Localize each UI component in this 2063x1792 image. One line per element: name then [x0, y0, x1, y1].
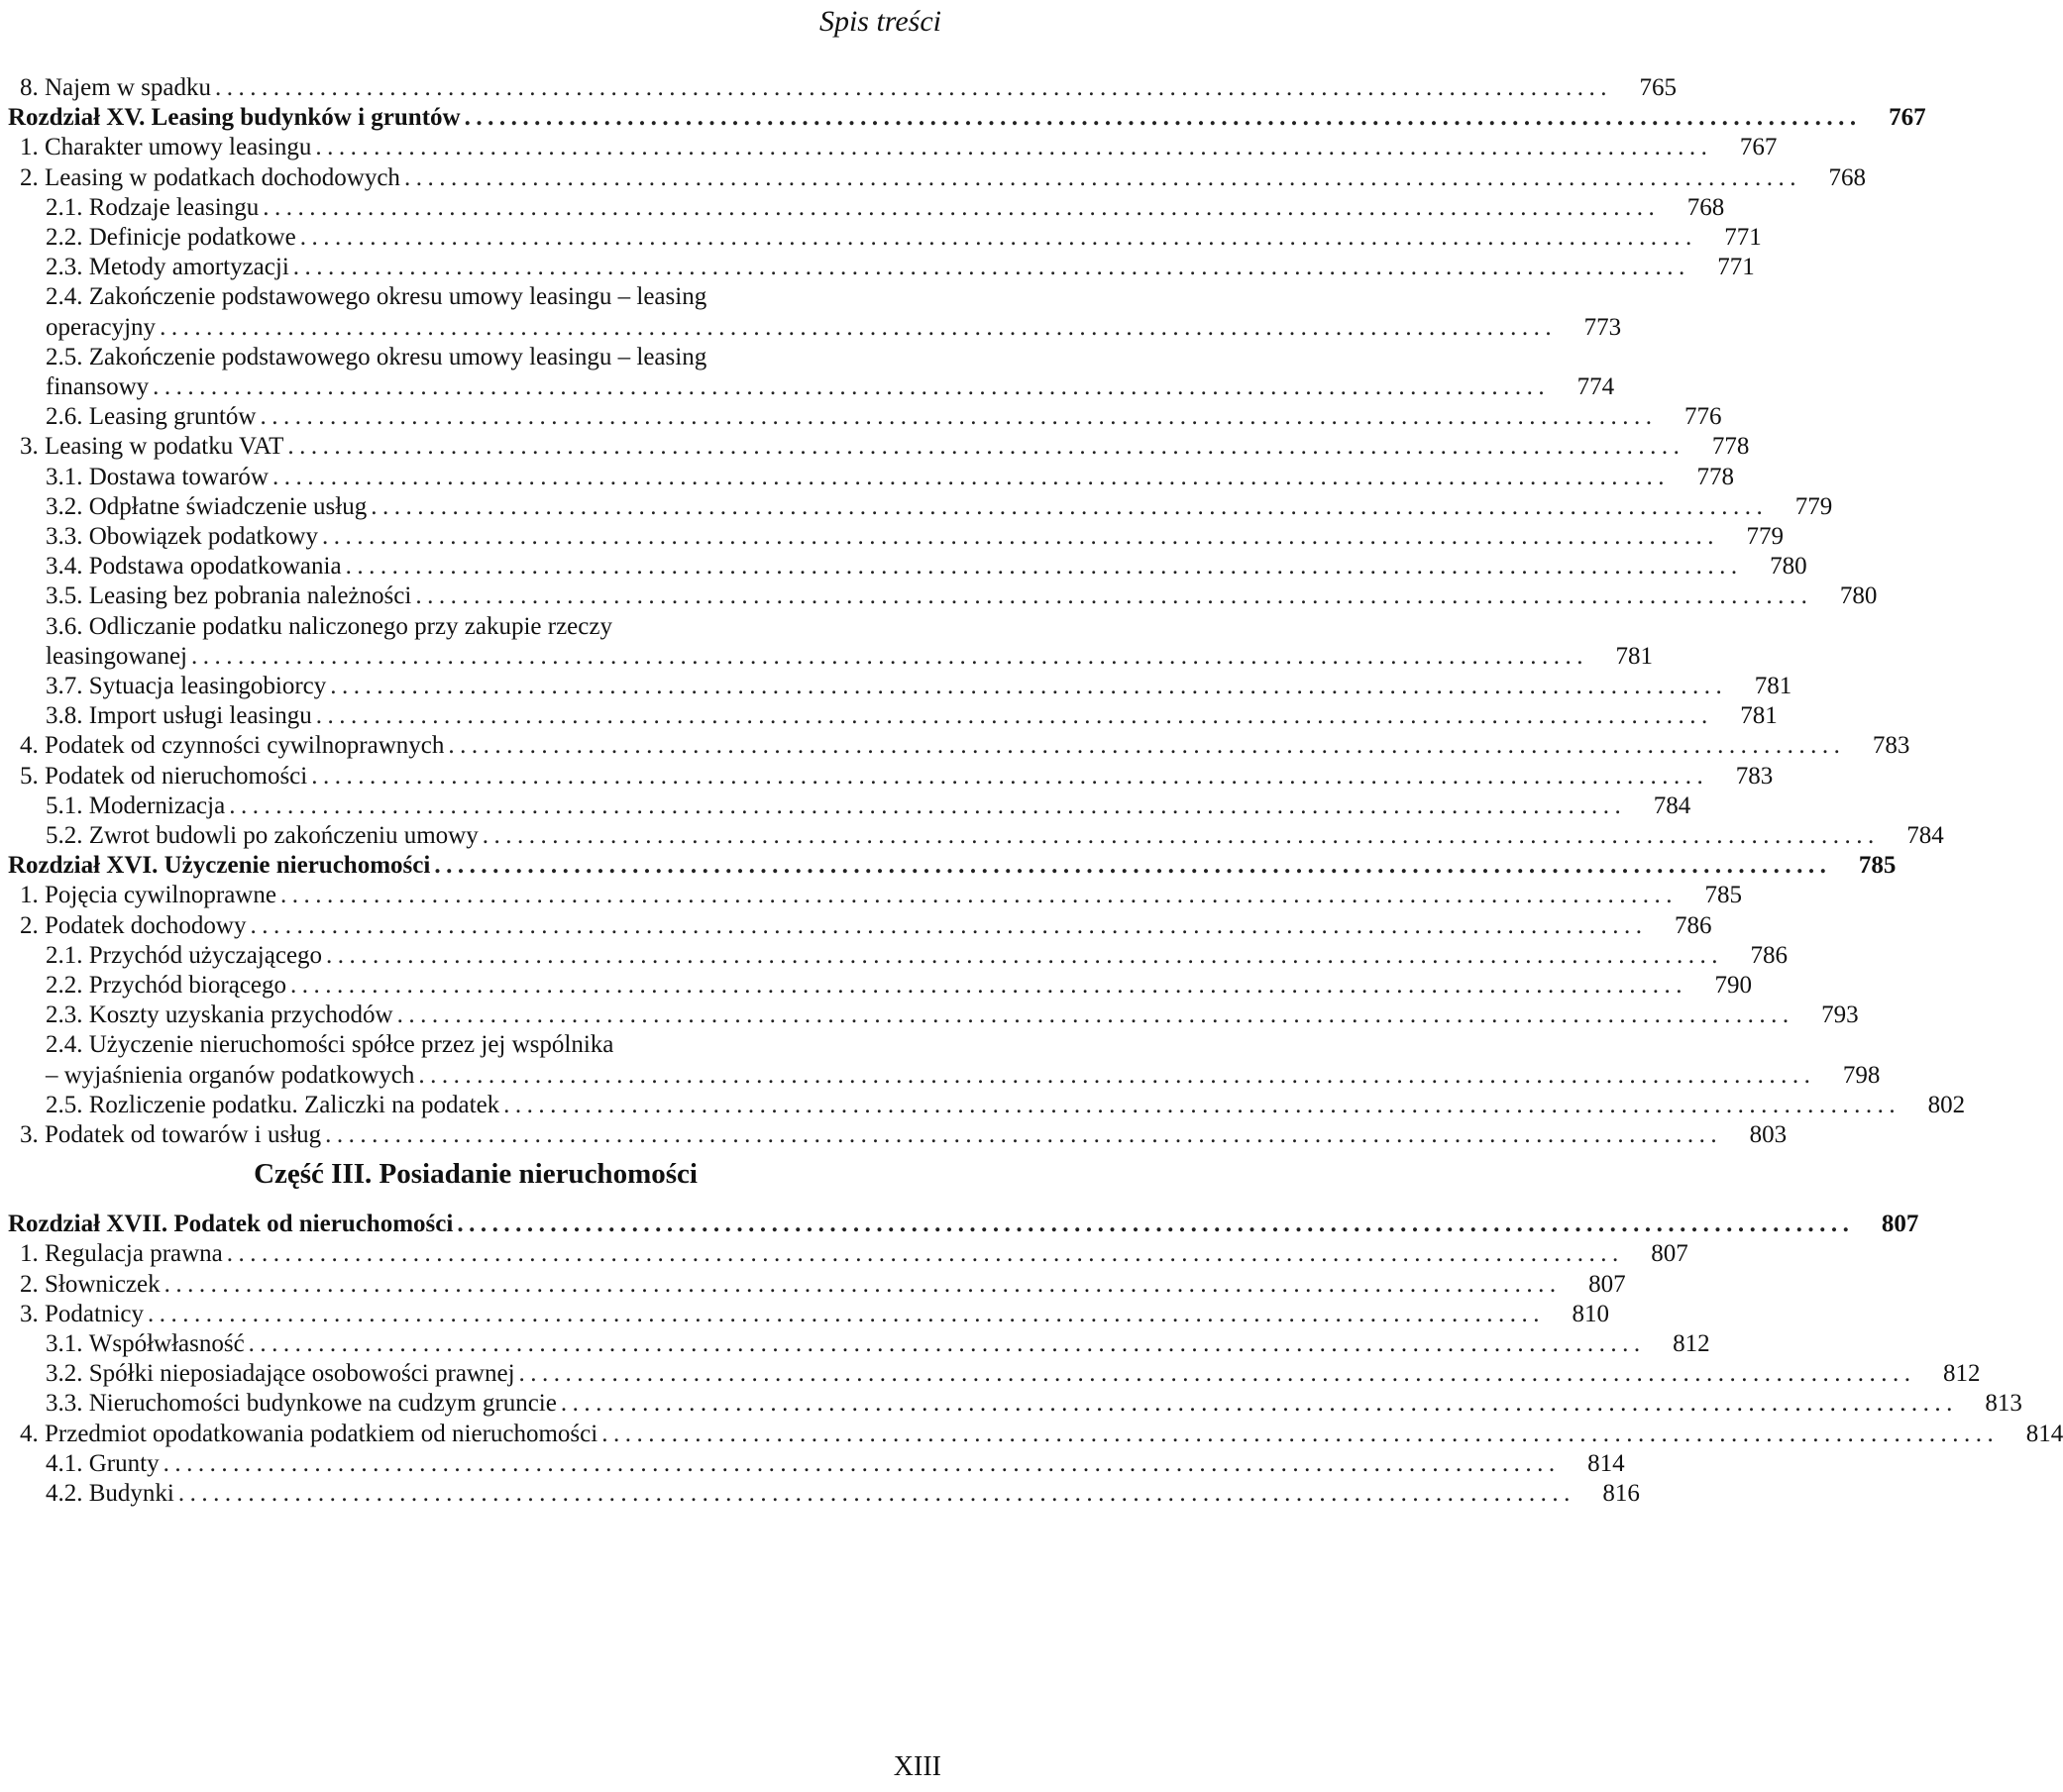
toc-entry-row[interactable]: [0, 939, 1789, 973]
toc-entry-row[interactable]: [0, 640, 1654, 674]
toc-entry-title: Podatnicy: [45, 1300, 144, 1327]
toc-entry-title: Budynki: [88, 1480, 174, 1507]
toc-page-number: 807: [1651, 1240, 1688, 1268]
toc-entry-number: 3.3.: [46, 523, 89, 550]
toc-entry-number: 2.3.: [46, 254, 89, 281]
toc-chapter-title: Rozdział XVII. Podatek od nieruchomości: [8, 1211, 454, 1238]
toc-page-number: 768: [1828, 163, 1866, 191]
toc-entry-number: 2.1.: [46, 941, 89, 969]
toc-entry-number: 3.1.: [46, 1330, 89, 1357]
toc-entry-title: Podatek od towarów i usług: [45, 1121, 322, 1148]
dot-leader: ........................................................................................................................: [330, 673, 1728, 699]
dot-leader: ........................................................................................................................: [177, 1480, 1575, 1507]
dot-leader: ........................................................................................................................: [160, 313, 1558, 341]
toc-entry-title: Leasing gruntów: [88, 403, 257, 431]
toc-entry-number: 3.2.: [46, 492, 89, 520]
toc-page-number: 781: [1740, 702, 1778, 730]
toc-entry-number: 3.5.: [46, 582, 89, 610]
dot-leader: ........................................................................................................................: [482, 822, 1880, 849]
toc-entry-number: 3.8.: [46, 702, 89, 730]
toc-entry-number: 3.: [20, 433, 45, 461]
toc-entry-row[interactable]: [0, 790, 1691, 823]
dot-leader: ........................................................................................................................: [287, 433, 1685, 461]
dot-leader: ........................................................................................................................: [326, 941, 1724, 969]
toc-page-number: 814: [1587, 1449, 1625, 1477]
toc-entry-title: Przychód biorącego: [88, 972, 286, 999]
toc-page-number: 785: [1704, 882, 1742, 909]
toc-entry-title: finansowy: [46, 373, 150, 400]
toc-entry-row[interactable]: [0, 999, 1859, 1032]
toc-page-number: 786: [1674, 911, 1712, 939]
toc-entry-row[interactable]: [0, 879, 1742, 912]
toc-entry-number: 3.4.: [46, 553, 89, 580]
toc-entry-row[interactable]: [0, 1387, 2022, 1421]
toc-entry-title: Najem w spadku: [45, 74, 212, 101]
toc-entry-number: 1.: [20, 1240, 45, 1268]
toc-entry-title: Regulacja prawna: [45, 1240, 223, 1268]
toc-page-number: 767: [1739, 134, 1778, 161]
toc-entry-number: 4.2.: [46, 1480, 89, 1507]
toc-entry-row[interactable]: [0, 1447, 1625, 1481]
dot-leader: ........................................................................................................................: [325, 1121, 1723, 1148]
dot-leader: ........................................................................................................................: [403, 163, 1801, 191]
dot-leader: ........................................................................................................................: [396, 1001, 1794, 1029]
toc-entry-row[interactable]: [0, 400, 1722, 434]
toc-page-number: 778: [1696, 463, 1734, 490]
toc-entry-title-line: [0, 280, 997, 314]
toc-entry-number: 3.: [20, 1121, 45, 1148]
toc-entry-title: leasingowanej: [46, 642, 188, 670]
toc-entry-number: 2.5.: [46, 1091, 89, 1118]
page-number: XIII: [893, 1751, 941, 1782]
toc-entry-number: 8.: [20, 74, 45, 101]
toc-entry-row[interactable]: [0, 370, 1615, 404]
toc-page-number: 774: [1576, 373, 1615, 400]
toc-entry-number: 2.2.: [46, 972, 89, 999]
dot-leader: ........................................................................................................................: [250, 911, 1648, 939]
toc-entry-number: 1.: [20, 134, 45, 161]
toc-entry-row[interactable]: [0, 191, 1725, 225]
toc-entry-row[interactable]: [0, 1477, 1640, 1511]
toc-entry-number: 3.1.: [46, 463, 89, 490]
toc-entry-title-line: [0, 610, 997, 644]
toc-entry-row[interactable]: [0, 1418, 2063, 1451]
toc-page-number: 807: [1881, 1211, 1919, 1238]
toc-entry-title: operacyjny: [46, 313, 157, 341]
toc-page-number: 793: [1821, 1001, 1859, 1029]
toc-entry-title: Odpłatne świadczenie usług: [88, 492, 368, 520]
toc-entry-row[interactable]: [0, 221, 1762, 255]
toc-chapter-row[interactable]: [0, 101, 1926, 135]
toc-entry-row[interactable]: [0, 1237, 1688, 1271]
dot-leader: ........................................................................................................................: [371, 492, 1769, 520]
toc-page-number: 771: [1717, 254, 1755, 281]
toc-entry-row[interactable]: [0, 131, 1778, 164]
toc-entry-row[interactable]: [0, 729, 1910, 763]
toc-entry-title: Leasing bez pobrania należności: [88, 582, 412, 610]
toc-entry-title: Odliczanie podatku naliczonego przy zakupie rzeczy: [88, 612, 612, 640]
dot-leader: ........................................................................................................................: [518, 1360, 1916, 1388]
toc-entry-row[interactable]: [0, 1118, 1788, 1152]
toc-entry-title: Zwrot budowli po zakończeniu umowy: [88, 822, 479, 849]
toc-entry-title: Rozliczenie podatku. Zaliczki na podatek: [88, 1091, 500, 1118]
toc-page-number: 798: [1842, 1061, 1881, 1089]
toc-entry-row[interactable]: [0, 490, 1833, 524]
dot-leader: ........................................................................................................................: [163, 1449, 1561, 1477]
toc-page-number: 778: [1711, 433, 1750, 461]
dot-leader: ........................................................................................................................: [311, 762, 1709, 790]
toc-chapter-title: Rozdział XV. Leasing budynków i gruntów: [8, 104, 461, 132]
toc-entry-row[interactable]: [0, 1357, 1981, 1391]
dot-leader: ........................................................................................................................: [271, 463, 1670, 490]
toc-page-number: 780: [1839, 582, 1878, 610]
toc-page-number: 812: [1943, 1360, 1981, 1388]
toc-entry-number: 3.2.: [46, 1360, 89, 1388]
toc-page-number: 779: [1794, 492, 1833, 520]
running-header: Spis treści: [818, 5, 941, 38]
toc-entry-title: Zakończenie podstawowego okresu umowy leasingu – leasing: [88, 343, 707, 370]
toc-chapter-row[interactable]: [0, 849, 1897, 883]
toc-page-number: 784: [1906, 822, 1944, 849]
toc-entry-number: 2.6.: [46, 403, 89, 431]
toc-entry-row[interactable]: [0, 520, 1784, 554]
toc-entry-title: Leasing w podatkach dochodowych: [45, 163, 400, 191]
toc-entry-row[interactable]: [0, 580, 1878, 613]
dot-leader: ........................................................................................................................: [315, 134, 1713, 161]
dot-leader: ........................................................................................................................: [345, 553, 1743, 580]
dot-leader: ........................................................................................................................: [226, 1240, 1624, 1268]
toc-entry-row[interactable]: [0, 430, 1750, 464]
dot-leader: ........................................................................................................................: [279, 882, 1678, 909]
toc-entry-title: Podatek od nieruchomości: [45, 762, 308, 790]
toc-entry-number: 2.: [20, 163, 45, 191]
toc-entry-title: Użyczenie nieruchomości spółce przez jej wspólnika: [88, 1031, 614, 1059]
toc-entry-number: 2.: [20, 911, 45, 939]
dot-leader: ........................................................................................................................: [321, 523, 1719, 550]
toc-entry-number: 3.6.: [46, 612, 89, 640]
dot-leader: ........................................................................................................................: [289, 972, 1687, 999]
toc-entry-row[interactable]: [0, 1268, 1626, 1302]
toc-entry-title: Grunty: [88, 1449, 160, 1477]
dot-leader: ........................................................................................................................: [148, 1300, 1545, 1327]
toc-page-number: 771: [1724, 224, 1762, 251]
dot-leader: ........................................................................................................................: [191, 642, 1589, 670]
toc-entry-title: – wyjaśnienia organów podatkowych: [46, 1061, 415, 1089]
dot-leader: ........................................................................................................................: [434, 852, 1832, 880]
toc-entry-number: 2.4.: [46, 1031, 89, 1059]
dot-leader: ........................................................................................................................: [448, 732, 1846, 760]
dot-leader: ........................................................................................................................: [260, 403, 1658, 431]
toc-entry-title: Obowiązek podatkowy: [88, 523, 318, 550]
toc-entry-title: Pojęcia cywilnoprawne: [45, 882, 276, 909]
toc-entry-title: Koszty uzyskania przychodów: [88, 1001, 393, 1029]
toc-entry-row[interactable]: [0, 1089, 1966, 1122]
toc-entry-number: 2.: [20, 1270, 45, 1298]
toc-page-number: 768: [1686, 193, 1725, 221]
toc-entry-title: Słowniczek: [45, 1270, 161, 1298]
toc-entry-title: Rodzaje leasingu: [88, 193, 260, 221]
toc-entry-title: Sytuacja leasingobiorcy: [88, 673, 327, 699]
toc-entry-title: Leasing w podatku VAT: [45, 433, 284, 461]
toc-page-number: 767: [1889, 104, 1926, 132]
toc-entry-title: Modernizacja: [88, 791, 226, 819]
toc-page-number: 803: [1749, 1121, 1788, 1148]
part-heading: Część III. Posiadanie nieruchomości: [254, 1158, 698, 1190]
toc-entry-row[interactable]: [0, 760, 1774, 793]
toc-entry-row[interactable]: [0, 251, 1755, 284]
toc-page-number: 785: [1858, 852, 1897, 880]
toc-entry-title: Przychód użyczającego: [88, 941, 323, 969]
toc-entry-title: Dostawa towarów: [88, 463, 269, 490]
toc-entry-number: 2.5.: [46, 343, 89, 370]
dot-leader: ........................................................................................................................: [163, 1270, 1562, 1298]
toc-entry-title: Współwłasność: [88, 1330, 245, 1357]
toc-entry-title: Spółki nieposiadające osobowości prawnej: [88, 1360, 515, 1388]
toc-entry-number: 4.1.: [46, 1449, 89, 1477]
toc-entry-title: Definicje podatkowe: [88, 224, 296, 251]
toc-entry-row[interactable]: [0, 161, 1866, 195]
toc-entry-number: 5.2.: [46, 822, 89, 849]
toc-page-number: 816: [1602, 1480, 1640, 1507]
toc-page-number: 783: [1735, 762, 1774, 790]
toc-page-number: 790: [1714, 972, 1752, 999]
toc-page-number: 780: [1770, 553, 1807, 580]
dot-leader: ........................................................................................................................: [560, 1390, 1958, 1418]
toc-entry-number: 2.3.: [46, 1001, 89, 1029]
dot-leader: ........................................................................................................................: [601, 1420, 2000, 1447]
toc-page-number: 814: [2025, 1420, 2063, 1447]
dot-leader: ........................................................................................................................: [315, 702, 1713, 730]
toc-entry-row[interactable]: [0, 1298, 1609, 1331]
toc-page-number: 812: [1673, 1330, 1710, 1357]
toc-entry-title: Podatek od czynności cywilnoprawnych: [45, 732, 445, 760]
toc-entry-row[interactable]: [0, 909, 1712, 943]
dot-leader: ........................................................................................................................: [418, 1061, 1816, 1089]
toc-page-number: 783: [1872, 732, 1910, 760]
toc-entry-number: 5.: [20, 762, 45, 790]
dot-leader: ........................................................................................................................: [457, 1211, 1855, 1238]
toc-entry-title: Import usługi leasingu: [88, 702, 312, 730]
dot-leader: ........................................................................................................................: [248, 1330, 1646, 1357]
toc-entry-row[interactable]: [0, 670, 1792, 703]
toc-page-number: 781: [1754, 673, 1792, 699]
toc-chapter-row[interactable]: [0, 1208, 1919, 1241]
toc-entry-title: Nieruchomości budynkowe na cudzym gruncie: [88, 1390, 557, 1418]
dot-leader: ........................................................................................................................: [464, 104, 1862, 132]
toc-entry-title: Metody amortyzacji: [88, 254, 289, 281]
toc-entry-title: Podatek dochodowy: [45, 911, 247, 939]
dot-leader: ........................................................................................................................: [153, 373, 1551, 400]
toc-entry-title: Charakter umowy leasingu: [45, 134, 312, 161]
toc-page-number: 786: [1750, 941, 1789, 969]
toc-page-number: 765: [1639, 74, 1678, 101]
toc-entry-row[interactable]: [0, 699, 1778, 733]
toc-entry-number: 2.4.: [46, 283, 89, 311]
toc-page-number: 810: [1572, 1300, 1609, 1327]
toc-entry-title: Przedmiot opodatkowania podatkiem od nieruchomości: [45, 1420, 598, 1447]
toc-entry-number: 1.: [20, 882, 45, 909]
toc-page-number: 807: [1588, 1270, 1626, 1298]
toc-chapter-title: Rozdział XVI. Użyczenie nieruchomości: [8, 852, 431, 880]
toc-entry-title: Podstawa opodatkowania: [88, 553, 342, 580]
toc-page-number: 813: [1985, 1390, 2022, 1418]
toc-entry-title-line: [0, 341, 997, 374]
dot-leader: ........................................................................................................................: [229, 791, 1627, 819]
dot-leader: ........................................................................................................................: [415, 582, 1813, 610]
toc-entry-number: 2.2.: [46, 224, 89, 251]
toc-page-number: 802: [1927, 1091, 1966, 1118]
toc-entry-number: 4.: [20, 732, 45, 760]
toc-entry-row[interactable]: [0, 71, 1678, 105]
toc-entry-row[interactable]: [0, 819, 1944, 853]
toc-entry-number: 2.1.: [46, 193, 89, 221]
toc-entry-row[interactable]: [0, 969, 1752, 1002]
toc-page-number: 779: [1746, 523, 1784, 550]
dot-leader: ........................................................................................................................: [215, 74, 1613, 101]
toc-page-number: 776: [1683, 403, 1722, 431]
toc-entry-row[interactable]: [0, 461, 1734, 494]
toc-entry-number: 3.: [20, 1300, 45, 1327]
dot-leader: ........................................................................................................................: [503, 1091, 1901, 1118]
toc-entry-number: 5.1.: [46, 791, 89, 819]
dot-leader: ........................................................................................................................: [292, 254, 1690, 281]
dot-leader: ........................................................................................................................: [263, 193, 1661, 221]
toc-page-number: 773: [1583, 313, 1622, 341]
toc-entry-row[interactable]: [0, 311, 1622, 345]
toc-entry-number: 4.: [20, 1420, 45, 1447]
toc-page-number: 784: [1653, 791, 1691, 819]
dot-leader: ........................................................................................................................: [299, 224, 1697, 251]
toc-page-number: 781: [1615, 642, 1654, 670]
toc-entry-number: 3.3.: [46, 1390, 89, 1418]
toc-entry-number: 3.7.: [46, 673, 89, 699]
toc-entry-row[interactable]: [0, 1327, 1710, 1361]
toc-entry-row[interactable]: [0, 1059, 1881, 1093]
toc-entry-title-line: [0, 1028, 997, 1062]
toc-entry-row[interactable]: [0, 550, 1807, 583]
toc-entry-title: Zakończenie podstawowego okresu umowy leasingu – leasing: [88, 283, 707, 311]
